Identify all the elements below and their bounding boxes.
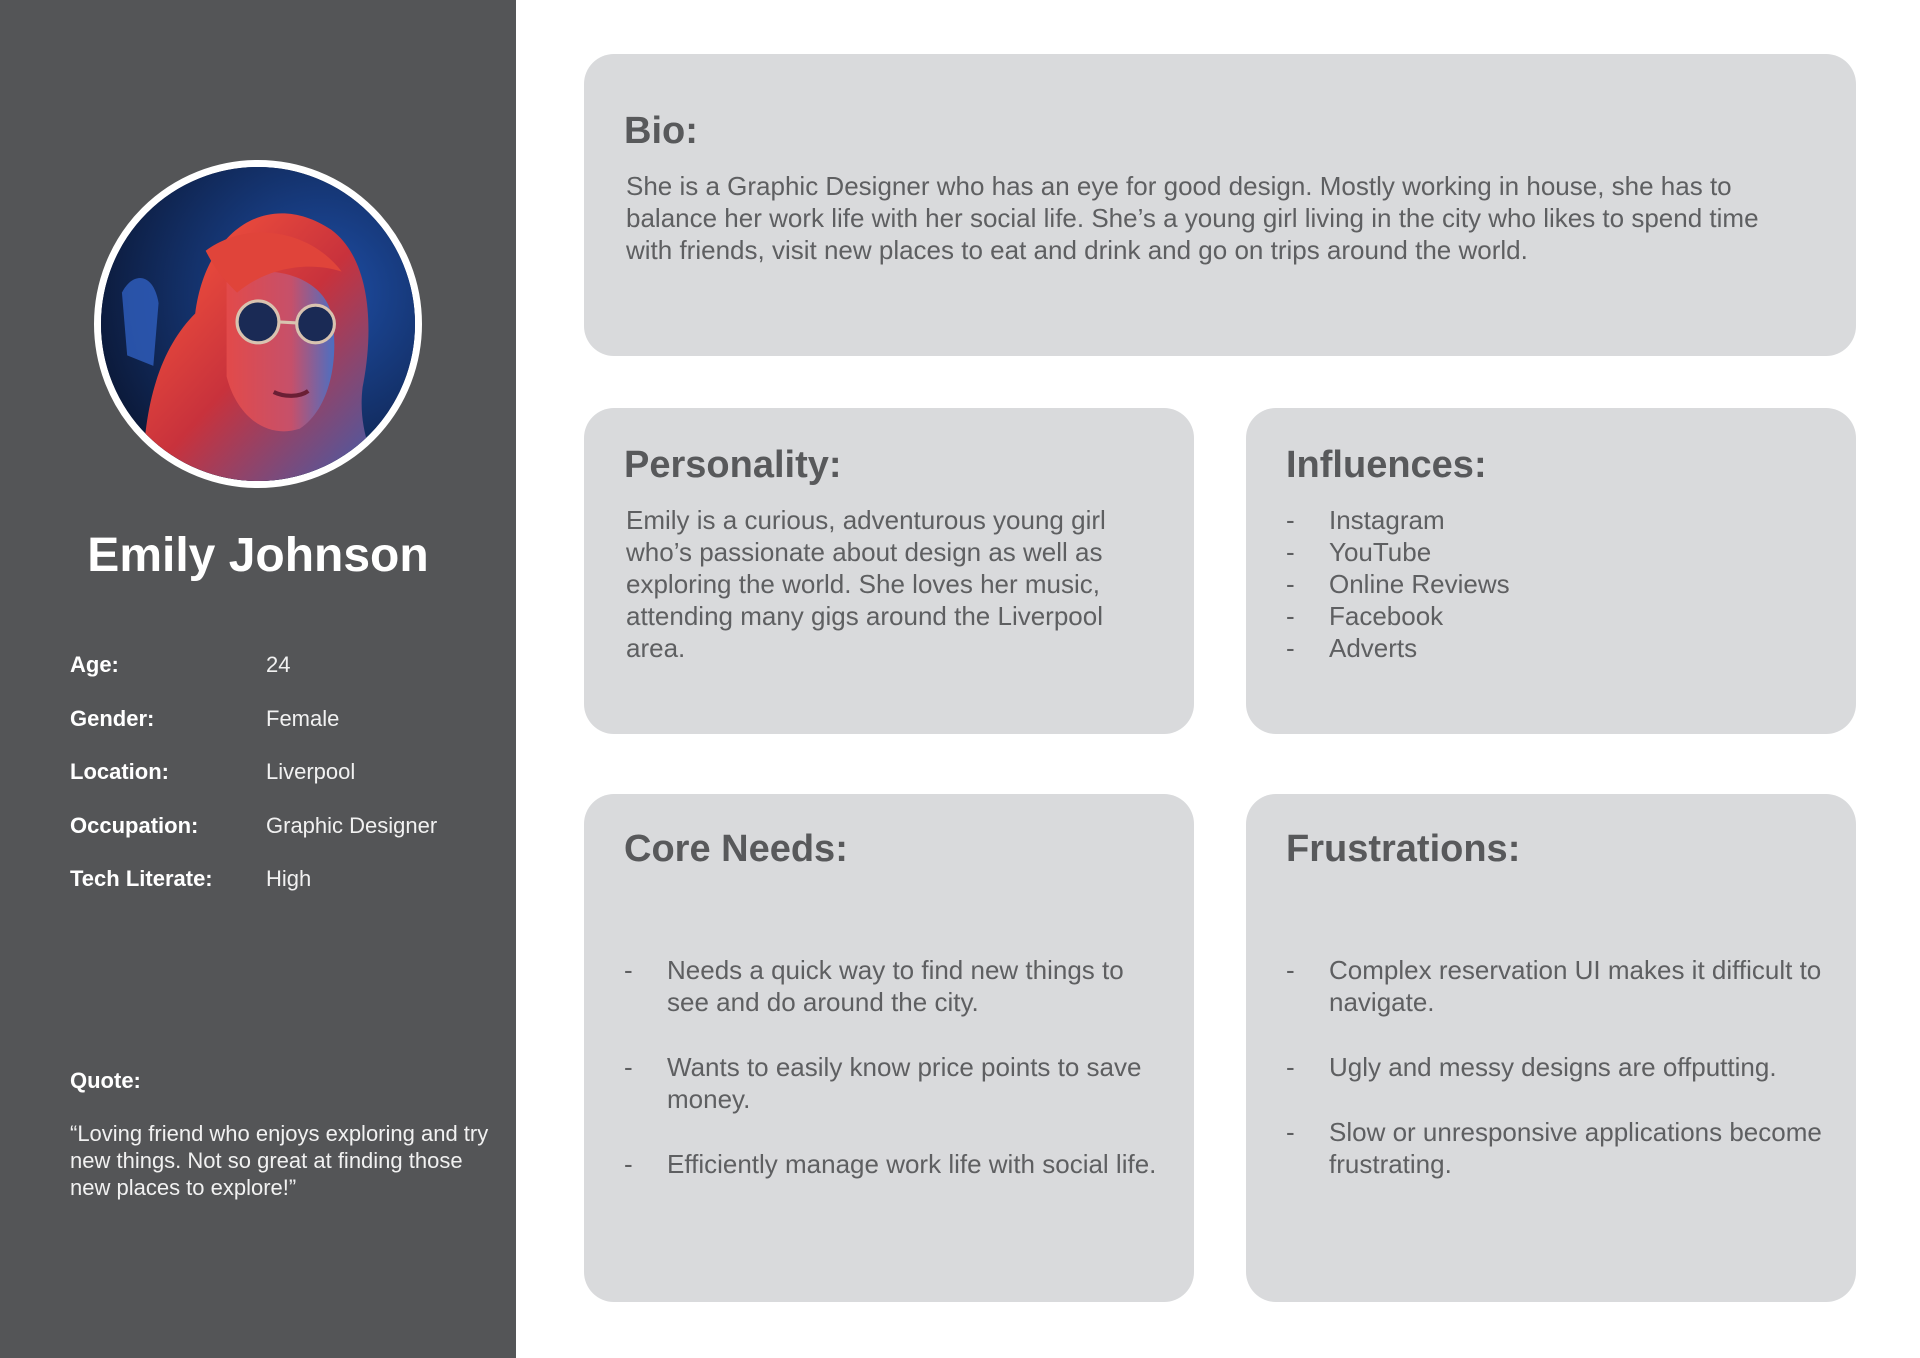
detail-label: Gender: [70,705,155,731]
detail-value: High [266,866,312,891]
list-item-text: Ugly and messy designs are offputting. [1329,1052,1777,1082]
persona-details [70,652,490,920]
list-item [624,954,1164,1018]
detail-row-age [70,652,490,706]
list-item-text: Adverts [1329,633,1418,663]
list-item-text: Facebook [1329,601,1444,631]
detail-row-occupation [70,813,490,867]
bio-text: She is a Graphic Designer who has an eye for good design. Mostly working in house, she has to balance her work life with her social life. She’s a young girl living in the city who likes to spend time with friends, visit new places to eat and drink and go on trips around the world. [626,171,1759,265]
list-item-text: Complex reservation UI makes it difficult to navigate. [1329,955,1822,1017]
list-item [1286,954,1826,1018]
detail-row-gender [70,706,490,760]
list-item [1286,568,1826,600]
core-needs-card [584,794,1194,1302]
quote-label: Quote: [70,1068,141,1093]
bullet-dash: - [624,1052,633,1082]
bio-card [584,54,1856,356]
list-item-text: Efficiently manage work life with social life. [667,1149,1157,1179]
influences-list [1286,504,1826,664]
list-item-text: Online Reviews [1329,569,1510,599]
bullet-dash: - [1286,537,1295,567]
detail-value: 24 [266,652,291,677]
persona-name: Emily Johnson [87,529,429,582]
bullet-dash: - [1286,601,1295,631]
quote-text: “Loving friend who enjoys exploring and try new things. Not so great at finding those new places to explore!” [70,1121,489,1200]
bullet-dash: - [1286,1052,1295,1082]
list-item [1286,1051,1826,1083]
frustrations-title: Frustrations: [1286,828,1521,870]
core-needs-title: Core Needs: [624,828,848,870]
bio-title: Bio: [624,110,698,152]
bullet-dash: - [1286,1117,1295,1147]
persona-sidebar [0,0,516,1358]
detail-value: Female [266,705,340,731]
detail-value: Graphic Designer [266,812,438,838]
core-needs-list [624,954,1164,1213]
personality-text: Emily is a curious, adventurous young girl who’s passionate about design as well as exploring the world. She loves her music, attending many gigs around the Liverpool area. [626,505,1106,663]
list-item-text: Needs a quick way to find new things to see and do around the city. [667,955,1124,1017]
influences-card [1246,408,1856,734]
list-item [1286,504,1826,536]
frustrations-list [1286,954,1826,1213]
list-item-text: YouTube [1329,537,1432,567]
bullet-dash: - [1286,505,1295,535]
detail-label: Location: [70,759,169,784]
list-item [1286,536,1826,568]
persona-photo [101,167,415,481]
frustrations-card [1246,794,1856,1302]
bullet-dash: - [1286,955,1295,985]
avatar [94,160,422,488]
bullet-dash: - [1286,633,1295,663]
list-item-text: Wants to easily know price points to save money. [667,1052,1142,1114]
list-item [1286,600,1826,632]
detail-label: Tech Literate: [70,866,213,891]
influences-title: Influences: [1286,444,1487,486]
detail-label: Occupation: [70,812,199,838]
list-item [624,1051,1164,1115]
detail-value: Liverpool [266,759,356,784]
bullet-dash: - [624,1149,633,1179]
personality-title: Personality: [624,444,842,486]
list-item-text: Slow or unresponsive applications become frustrating. [1329,1117,1822,1179]
detail-label: Age: [70,652,119,677]
personality-card [584,408,1194,734]
list-item [624,1148,1164,1180]
list-item-text: Instagram [1329,505,1445,535]
list-item [1286,1116,1826,1180]
detail-row-tech-literate [70,866,490,920]
list-item [1286,632,1826,664]
bullet-dash: - [624,955,633,985]
detail-row-location [70,759,490,813]
bullet-dash: - [1286,569,1295,599]
